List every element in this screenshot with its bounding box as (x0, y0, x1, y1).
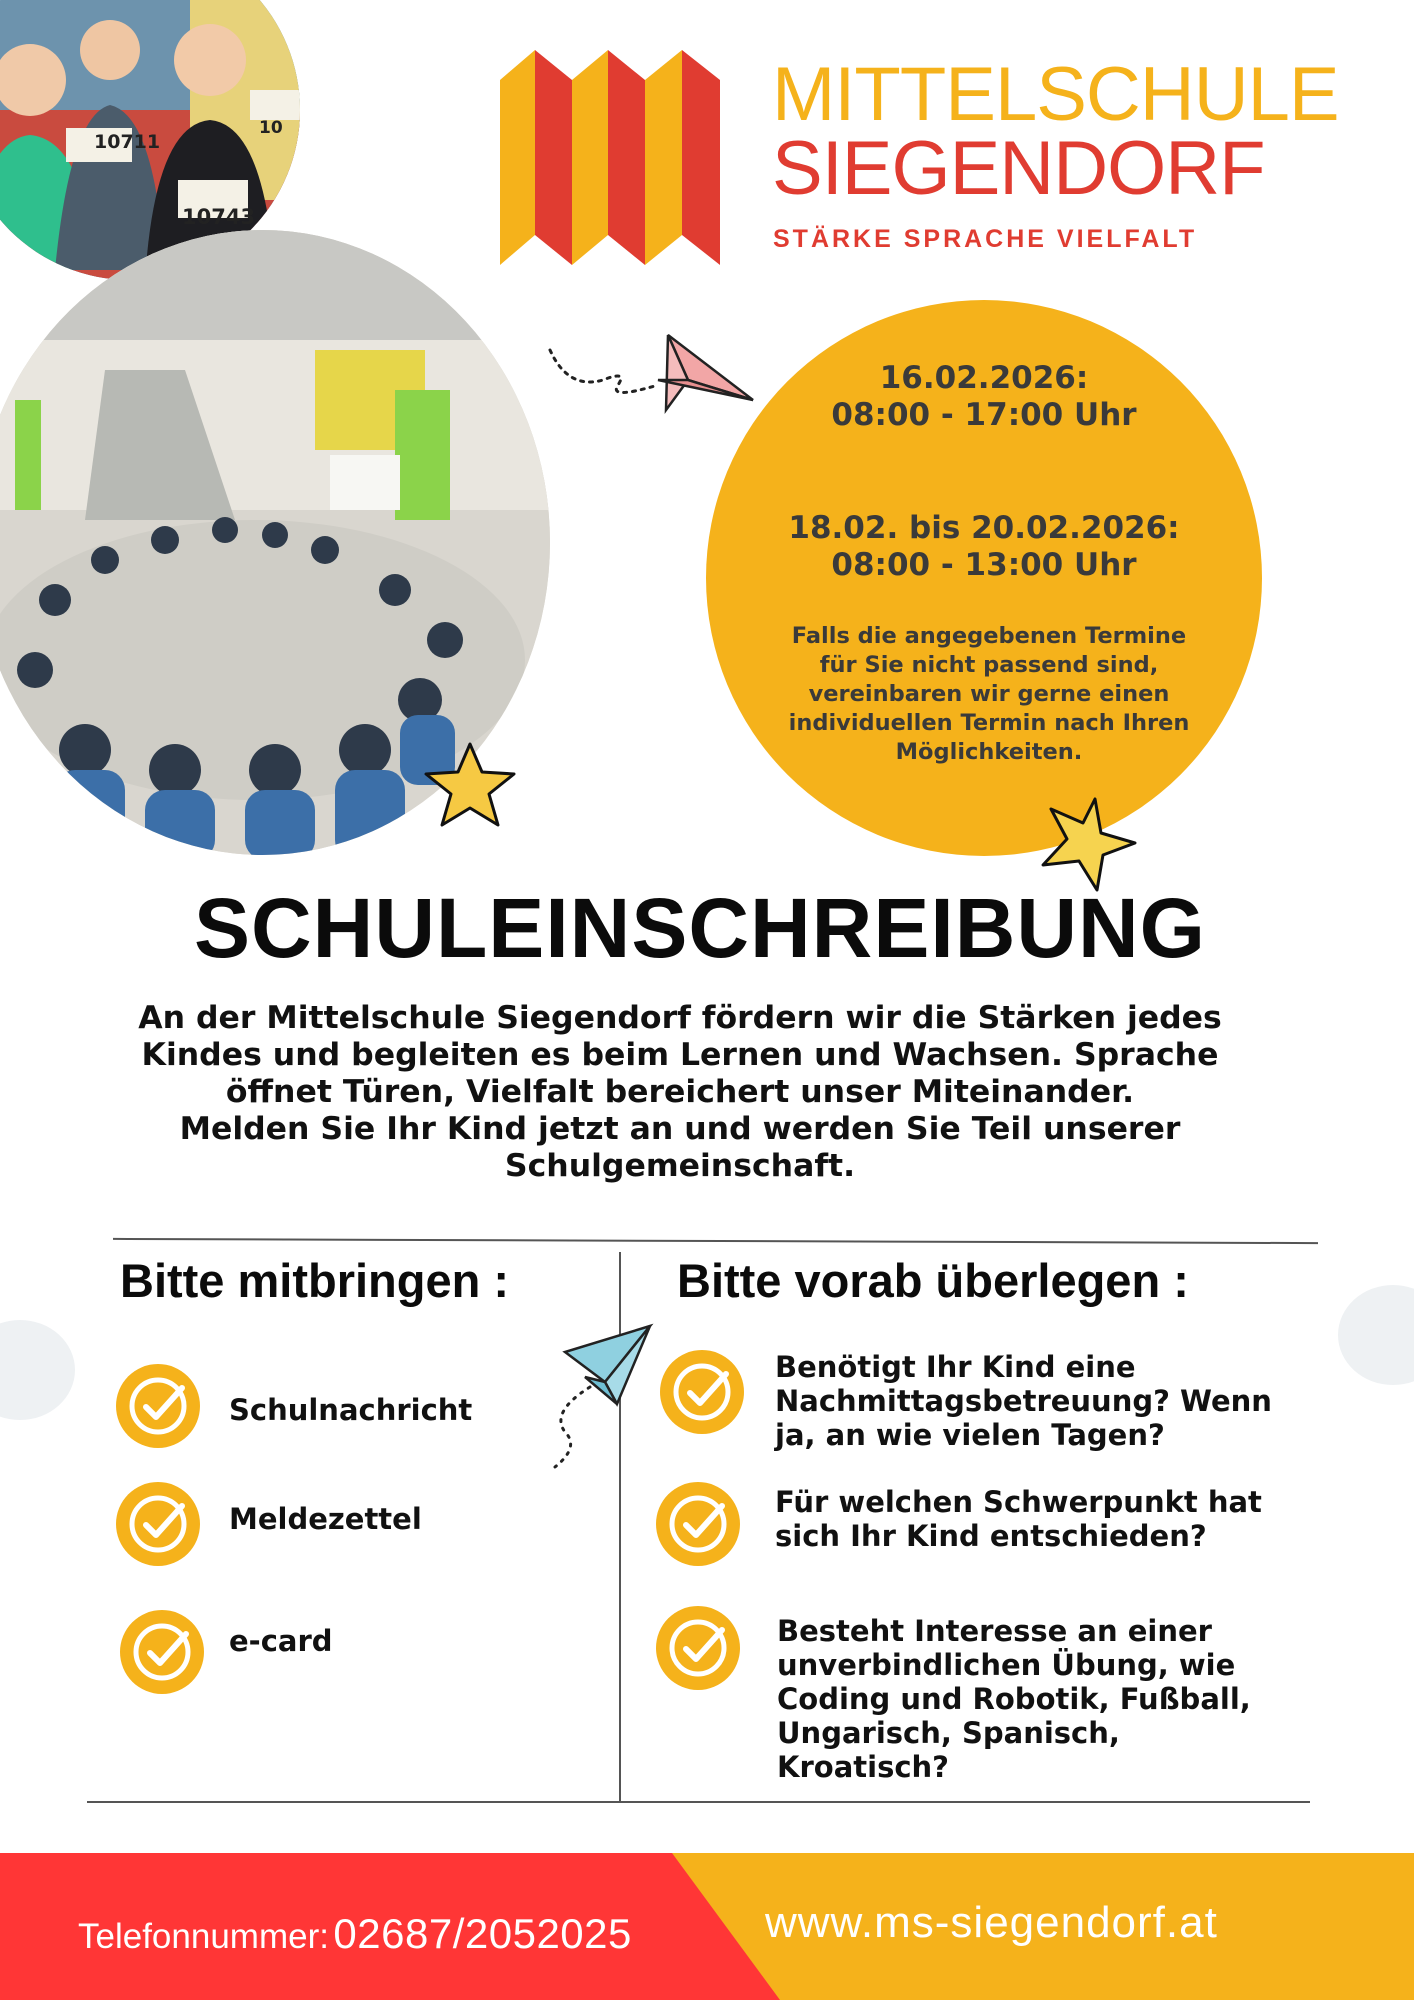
intro-line: öffnet Türen, Vielfalt bereichert unser Miteinander. (225, 1074, 1135, 1110)
time-1: 08:00 - 17:00 Uhr (831, 397, 1137, 433)
bring-item: Schulnachricht (229, 1393, 473, 1427)
date-2: 18.02. bis 20.02.2026: (788, 510, 1180, 546)
consider-item-line: unverbindlichen Übung, wie (777, 1648, 1236, 1682)
bib-number: 10711 (94, 131, 161, 153)
school-logo-mark (500, 50, 720, 265)
school-name (772, 52, 1339, 211)
consider-item-line: sich Ihr Kind entschieden? (775, 1519, 1207, 1553)
phone-contact (78, 1910, 632, 1958)
consider-item-line: Für welchen Schwerpunkt hat (775, 1485, 1262, 1519)
consider-item-line: Besteht Interesse an einer (777, 1614, 1212, 1648)
date-block-2 (706, 510, 1262, 584)
intro-line: An der Mittelschule Siegendorf fördern wir die Stärken jedes (138, 1000, 1222, 1036)
bring-item: e-card (229, 1624, 333, 1658)
decorative-circle (0, 1320, 75, 1420)
dates-note (756, 622, 1222, 767)
check-icon (656, 1482, 740, 1566)
date-block-1 (706, 360, 1262, 434)
check-icon (120, 1610, 204, 1694)
dates-note-line: vereinbaren wir gerne einen (808, 681, 1170, 707)
website-link[interactable]: www.ms-siegendorf.at (765, 1898, 1218, 1947)
dates-note-line: für Sie nicht passend sind, (819, 652, 1159, 678)
bib-number: 10 (259, 118, 283, 138)
bring-heading: Bitte mitbringen : (120, 1254, 510, 1307)
paper-plane-blue-icon (545, 1322, 655, 1472)
divider-bottom (87, 1801, 1310, 1803)
consider-item-line: Kroatisch? (777, 1750, 949, 1784)
decorative-circle (1338, 1285, 1414, 1385)
dates-note-line: Falls die angegebenen Termine (791, 623, 1187, 649)
phone-label: Telefonnummer: (78, 1917, 329, 1956)
dates-note-line: individuellen Termin nach Ihren (788, 710, 1190, 736)
dates-note-line: Möglichkeiten. (895, 739, 1083, 765)
consider-item (775, 1485, 1262, 1553)
divider-top (113, 1238, 1318, 1244)
phone-number[interactable]: 02687/2052025 (333, 1910, 632, 1957)
check-icon (660, 1350, 744, 1434)
consider-item (777, 1614, 1251, 1784)
intro-line: Kindes und begleiten es beim Lernen und Wachsen. Sprache (141, 1037, 1219, 1073)
consider-item-line: Benötigt Ihr Kind eine (775, 1350, 1136, 1384)
consider-item-line: Ungarisch, Spanisch, (777, 1716, 1120, 1750)
consider-item-line: Coding und Robotik, Fußball, (777, 1682, 1251, 1716)
check-icon (116, 1364, 200, 1448)
time-2: 08:00 - 13:00 Uhr (831, 547, 1137, 583)
check-icon (116, 1482, 200, 1566)
star-icon (420, 740, 520, 830)
consider-item-line: ja, an wie vielen Tagen? (775, 1418, 1165, 1452)
school-name-line1: MITTELSCHULE (772, 52, 1339, 137)
consider-item (775, 1350, 1272, 1452)
school-name-line2: SIEGENDORF (772, 126, 1265, 211)
check-icon (656, 1606, 740, 1690)
consider-item-line: Nachmittagsbetreuung? Wenn (775, 1384, 1272, 1418)
page-title: SCHULEINSCHREIBUNG (193, 881, 1207, 975)
bring-item: Meldezettel (229, 1502, 422, 1536)
intro-text (100, 1000, 1260, 1185)
consider-heading: Bitte vorab überlegen : (677, 1254, 1189, 1307)
date-1: 16.02.2026: (879, 360, 1089, 396)
school-tagline: STÄRKE SPRACHE VIELFALT (773, 225, 1198, 253)
intro-line: Melden Sie Ihr Kind jetzt an und werden Sie Teil unserer (179, 1111, 1181, 1147)
bib-number: 10743 (182, 205, 256, 229)
intro-line: Schulgemeinschaft. (504, 1148, 856, 1184)
